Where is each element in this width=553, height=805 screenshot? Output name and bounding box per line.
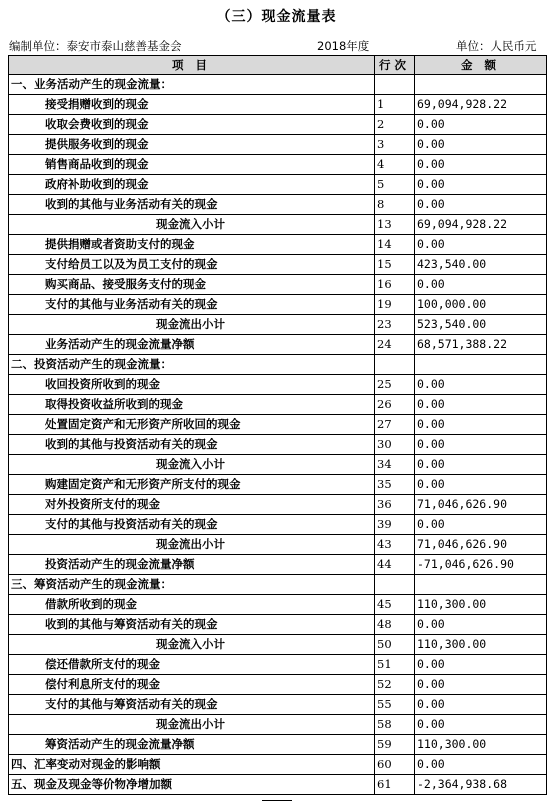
row-line-number: 59 xyxy=(375,735,415,755)
row-item-label: 现金流出小计 xyxy=(9,535,375,555)
row-item-label: 五、现金及现金等价物净增加额 xyxy=(9,775,375,795)
table-row xyxy=(9,395,547,415)
row-line-number: 61 xyxy=(375,775,415,795)
table-row xyxy=(9,475,547,495)
subtotal-row xyxy=(9,535,547,555)
row-amount: -2,364,938.68 xyxy=(415,775,547,795)
row-line-number: 58 xyxy=(375,715,415,735)
table-row xyxy=(9,135,547,155)
subtotal-row xyxy=(9,215,547,235)
table-row xyxy=(9,115,547,135)
table-row xyxy=(9,495,547,515)
table-row xyxy=(9,695,547,715)
row-line-number: 24 xyxy=(375,335,415,355)
row-line-number: 15 xyxy=(375,255,415,275)
row-amount: 0.00 xyxy=(415,475,547,495)
row-item-label: 三、筹资活动产生的现金流量： xyxy=(9,575,375,595)
row-item-label: 购买商品、接受服务支付的现金 xyxy=(9,275,375,295)
section-row xyxy=(9,355,547,375)
row-line-number: 25 xyxy=(375,375,415,395)
column-header-item: 项 目 xyxy=(9,56,375,75)
row-line-number: 36 xyxy=(375,495,415,515)
row-line-number: 1 xyxy=(375,95,415,115)
row-item-label: 收到的其他与筹资活动有关的现金 xyxy=(9,615,375,635)
row-item-label: 对外投资所支付的现金 xyxy=(9,495,375,515)
row-item-label: 购建固定资产和无形资产所支付的现金 xyxy=(9,475,375,495)
section-row xyxy=(9,575,547,595)
table-row xyxy=(9,235,547,255)
row-line-number: 44 xyxy=(375,555,415,575)
row-amount: 0.00 xyxy=(415,515,547,535)
row-line-number: 51 xyxy=(375,655,415,675)
row-item-label: 支付的其他与筹资活动有关的现金 xyxy=(9,695,375,715)
row-item-label: 提供捐赠或者资助支付的现金 xyxy=(9,235,375,255)
column-header-amount: 金 额 xyxy=(415,56,547,75)
row-amount: 100,000.00 xyxy=(415,295,547,315)
row-amount: 423,540.00 xyxy=(415,255,547,275)
row-item-label: 偿付利息所支付的现金 xyxy=(9,675,375,695)
row-line-number: 48 xyxy=(375,615,415,635)
row-line-number: 5 xyxy=(375,175,415,195)
row-line-number: 39 xyxy=(375,515,415,535)
row-amount: 0.00 xyxy=(415,195,547,215)
fiscal-year: 2018年度 xyxy=(317,39,370,53)
row-item-label: 现金流出小计 xyxy=(9,315,375,335)
row-amount: 0.00 xyxy=(415,135,547,155)
row-line-number: 34 xyxy=(375,455,415,475)
table-row xyxy=(9,175,547,195)
row-line-number: 50 xyxy=(375,635,415,655)
row-amount: 0.00 xyxy=(415,115,547,135)
row-line-number: 52 xyxy=(375,675,415,695)
table-row xyxy=(9,375,547,395)
row-amount: 0.00 xyxy=(415,375,547,395)
table-row xyxy=(9,735,547,755)
row-line-number xyxy=(375,75,415,95)
row-amount: 71,046,626.90 xyxy=(415,535,547,555)
row-item-label: 提供服务收到的现金 xyxy=(9,135,375,155)
row-item-label: 现金流入小计 xyxy=(9,635,375,655)
row-item-label: 现金流入小计 xyxy=(9,215,375,235)
row-line-number: 55 xyxy=(375,695,415,715)
table-header-row xyxy=(9,56,547,75)
row-amount: 0.00 xyxy=(415,675,547,695)
row-item-label: 处置固定资产和无形资产所收回的现金 xyxy=(9,415,375,435)
row-line-number: 45 xyxy=(375,595,415,615)
table-row xyxy=(9,275,547,295)
row-line-number: 30 xyxy=(375,435,415,455)
row-item-label: 投资活动产生的现金流量净额 xyxy=(9,555,375,575)
row-item-label: 筹资活动产生的现金流量净额 xyxy=(9,735,375,755)
row-item-label: 接受捐赠收到的现金 xyxy=(9,95,375,115)
section-row xyxy=(9,755,547,775)
row-item-label: 收到的其他与投资活动有关的现金 xyxy=(9,435,375,455)
section-row xyxy=(9,75,547,95)
table-body xyxy=(9,75,547,795)
row-amount: 0.00 xyxy=(415,715,547,735)
row-item-label: 销售商品收到的现金 xyxy=(9,155,375,175)
row-line-number xyxy=(375,575,415,595)
row-amount xyxy=(415,75,547,95)
table-row xyxy=(9,335,547,355)
table-row xyxy=(9,555,547,575)
subtotal-row xyxy=(9,715,547,735)
subtotal-row xyxy=(9,635,547,655)
row-line-number: 8 xyxy=(375,195,415,215)
row-line-number xyxy=(375,355,415,375)
table-row xyxy=(9,415,547,435)
table-row xyxy=(9,295,547,315)
table-row xyxy=(9,655,547,675)
row-amount: 0.00 xyxy=(415,175,547,195)
row-line-number: 4 xyxy=(375,155,415,175)
section-row xyxy=(9,775,547,795)
row-item-label: 二、投资活动产生的现金流量： xyxy=(9,355,375,375)
row-amount: 69,094,928.22 xyxy=(415,95,547,115)
row-line-number: 23 xyxy=(375,315,415,335)
row-line-number: 43 xyxy=(375,535,415,555)
row-amount: 0.00 xyxy=(415,755,547,775)
row-line-number: 2 xyxy=(375,115,415,135)
row-item-label: 借款所收到的现金 xyxy=(9,595,375,615)
row-amount: 0.00 xyxy=(415,615,547,635)
row-item-label: 收取会费收到的现金 xyxy=(9,115,375,135)
table-row xyxy=(9,155,547,175)
currency-unit: 单位：人民币元 xyxy=(456,39,537,53)
row-item-label: 政府补助收到的现金 xyxy=(9,175,375,195)
row-amount: 523,540.00 xyxy=(415,315,547,335)
row-amount: 0.00 xyxy=(415,155,547,175)
row-line-number: 26 xyxy=(375,395,415,415)
row-item-label: 收到的其他与业务活动有关的现金 xyxy=(9,195,375,215)
row-item-label: 支付给员工以及为员工支付的现金 xyxy=(9,255,375,275)
row-item-label: 取得投资收益所收到的现金 xyxy=(9,395,375,415)
row-amount: 68,571,388.22 xyxy=(415,335,547,355)
row-amount: 0.00 xyxy=(415,435,547,455)
row-amount xyxy=(415,355,547,375)
row-amount: 69,094,928.22 xyxy=(415,215,547,235)
report-title: （三）现金流量表 xyxy=(216,9,337,25)
row-amount: 71,046,626.90 xyxy=(415,495,547,515)
row-amount: 110,300.00 xyxy=(415,635,547,655)
row-item-label: 一、业务活动产生的现金流量： xyxy=(9,75,375,95)
table-row xyxy=(9,95,547,115)
row-item-label: 四、汇率变动对现金的影响额 xyxy=(9,755,375,775)
row-item-label: 支付的其他与投资活动有关的现金 xyxy=(9,515,375,535)
row-amount: 0.00 xyxy=(415,415,547,435)
row-item-label: 偿还借款所支付的现金 xyxy=(9,655,375,675)
row-line-number: 35 xyxy=(375,475,415,495)
table-row xyxy=(9,255,547,275)
table-row xyxy=(9,615,547,635)
page-footer-fragment xyxy=(262,800,292,801)
table-row xyxy=(9,595,547,615)
row-amount: 0.00 xyxy=(415,275,547,295)
row-item-label: 收回投资所收到的现金 xyxy=(9,375,375,395)
row-amount: 0.00 xyxy=(415,655,547,675)
row-amount: 110,300.00 xyxy=(415,595,547,615)
row-amount: 110,300.00 xyxy=(415,735,547,755)
row-line-number: 16 xyxy=(375,275,415,295)
row-item-label: 支付的其他与业务活动有关的现金 xyxy=(9,295,375,315)
table-row xyxy=(9,675,547,695)
org-label: 编制单位：泰安市泰山慈善基金会 xyxy=(9,39,182,53)
row-amount: -71,046,626.90 xyxy=(415,555,547,575)
cash-flow-table xyxy=(8,55,547,795)
row-line-number: 14 xyxy=(375,235,415,255)
row-line-number: 3 xyxy=(375,135,415,155)
row-amount xyxy=(415,575,547,595)
row-line-number: 60 xyxy=(375,755,415,775)
subtotal-row xyxy=(9,455,547,475)
subtotal-row xyxy=(9,315,547,335)
row-line-number: 13 xyxy=(375,215,415,235)
row-line-number: 19 xyxy=(375,295,415,315)
row-item-label: 现金流入小计 xyxy=(9,455,375,475)
row-item-label: 业务活动产生的现金流量净额 xyxy=(9,335,375,355)
row-item-label: 现金流出小计 xyxy=(9,715,375,735)
row-amount: 0.00 xyxy=(415,395,547,415)
row-amount: 0.00 xyxy=(415,695,547,715)
row-amount: 0.00 xyxy=(415,235,547,255)
table-row xyxy=(9,195,547,215)
table-row xyxy=(9,515,547,535)
row-line-number: 27 xyxy=(375,415,415,435)
row-amount: 0.00 xyxy=(415,455,547,475)
column-header-line: 行次 xyxy=(375,56,415,75)
table-row xyxy=(9,435,547,455)
